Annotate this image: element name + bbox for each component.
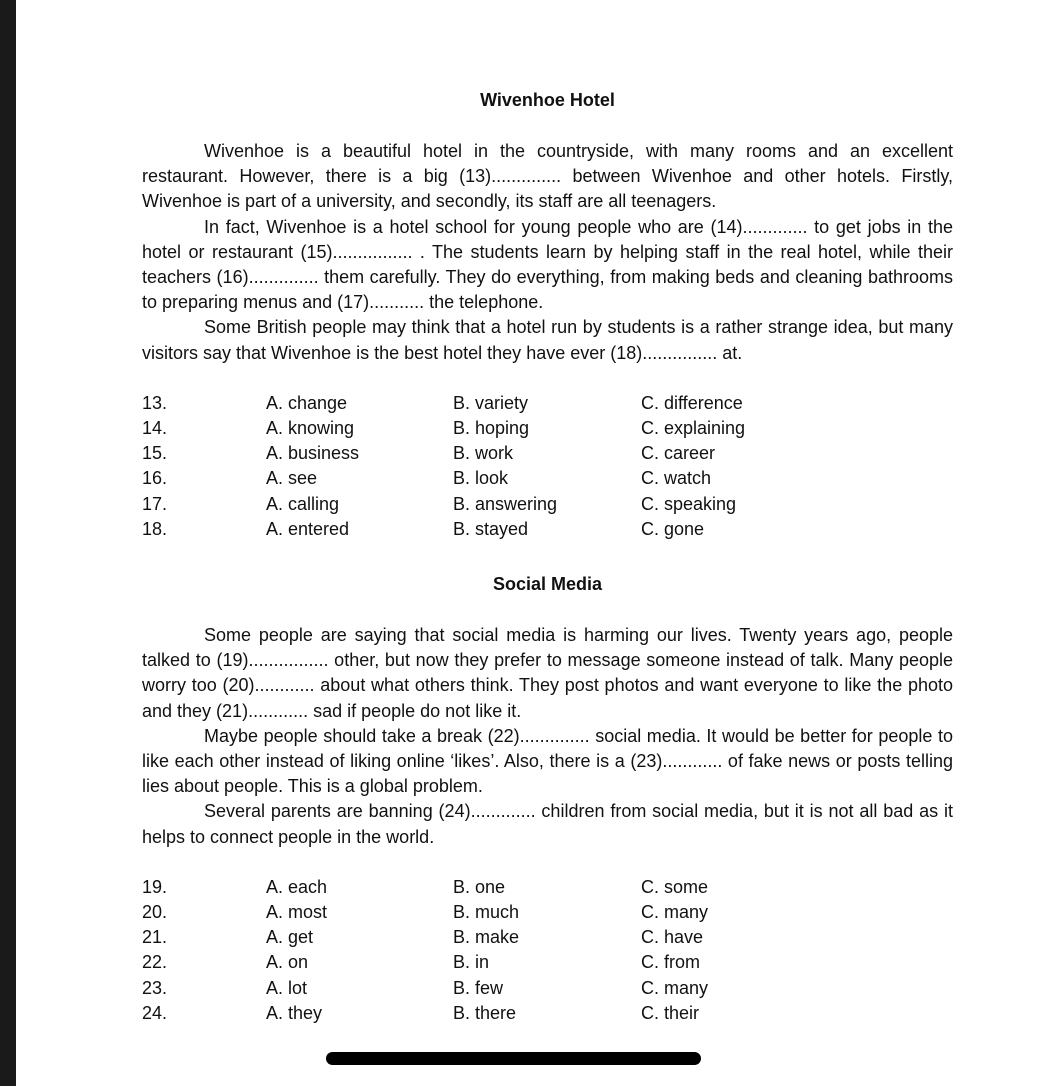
option-b: B. one xyxy=(453,876,506,897)
paragraph: Some people are saying that social media is harming our lives. Twenty years ago, people talked to (19)................ other, but now they prefer to message someone instead of talk. Many people worry too (20)............ about what others think. They post photos and want everyone to like the photo and they (21)............ sad if people do not like it. xyxy=(142,624,953,721)
question-number: 19. xyxy=(142,876,168,897)
options-table xyxy=(142,875,953,1026)
question-row xyxy=(142,976,953,1001)
question-number: 13. xyxy=(142,392,168,413)
option-b: B. there xyxy=(453,1002,517,1023)
option-c: C. many xyxy=(641,901,709,922)
option-a: A. entered xyxy=(266,518,350,539)
option-b: B. much xyxy=(453,901,520,922)
section-social-media xyxy=(142,572,953,1026)
option-b: B. look xyxy=(453,468,509,489)
question-number: 17. xyxy=(142,493,168,514)
option-c: C. gone xyxy=(641,518,705,539)
question-number: 20. xyxy=(142,901,168,922)
question-row xyxy=(142,391,953,416)
option-a: A. business xyxy=(266,443,360,464)
question-row xyxy=(142,1001,953,1026)
option-c: C. watch xyxy=(641,468,712,489)
option-b: B. in xyxy=(453,952,490,973)
question-row xyxy=(142,950,953,975)
paragraph: In fact, Wivenhoe is a hotel school for young people who are (14)............. to get jobs in the hotel or restaurant (15)................ . The students learn by helping staff in the real hotel, while their teachers (16).............. them carefully. They do everything, from making beds and cleaning bathrooms to preparing menus and (17)........... the telephone. xyxy=(142,216,953,313)
question-number: 23. xyxy=(142,977,168,998)
section-wivenhoe-hotel xyxy=(142,88,953,542)
question-number: 22. xyxy=(142,952,168,973)
option-a: A. see xyxy=(266,468,318,489)
option-b: B. stayed xyxy=(453,518,529,539)
options-table xyxy=(142,391,953,542)
option-c: C. difference xyxy=(641,392,743,413)
section-title: Wivenhoe Hotel xyxy=(480,90,615,110)
option-a: A. lot xyxy=(266,977,308,998)
question-row xyxy=(142,925,953,950)
option-b: B. work xyxy=(453,443,514,464)
question-row xyxy=(142,875,953,900)
option-c: C. career xyxy=(641,443,716,464)
option-a: A. calling xyxy=(266,493,340,514)
paragraph: Maybe people should take a break (22).............. social media. It would be better for people to like each other instead of liking online ‘likes’. Also, there is a (23)............ of fake news or posts telling lies about people. This is a global problem. xyxy=(142,725,953,797)
option-b: B. variety xyxy=(453,392,529,413)
option-b: B. answering xyxy=(453,493,558,514)
option-a: A. change xyxy=(266,392,348,413)
question-row xyxy=(142,492,953,517)
option-b: B. make xyxy=(453,927,520,948)
option-c: C. from xyxy=(641,952,701,973)
question-number: 16. xyxy=(142,468,168,489)
paragraph: Wivenhoe is a beautiful hotel in the countryside, with many rooms and an excellent restaurant. However, there is a big (13).............. between Wivenhoe and other hotels. Firstly, Wivenhoe is part of a university, and secondly, its staff are all teenagers. xyxy=(142,141,953,212)
question-number: 24. xyxy=(142,1002,168,1023)
question-row xyxy=(142,416,953,441)
question-number: 14. xyxy=(142,418,168,439)
option-c: C. speaking xyxy=(641,493,737,514)
option-c: C. many xyxy=(641,977,709,998)
option-c: C. their xyxy=(641,1002,700,1023)
question-row xyxy=(142,466,953,491)
paragraph: Some British people may think that a hotel run by students is a rather strange idea, but many visitors say that Wivenhoe is the best hotel they have ever (18)............... at. xyxy=(142,317,953,363)
home-indicator-bar[interactable] xyxy=(326,1052,701,1065)
question-row xyxy=(142,900,953,925)
option-b: B. hoping xyxy=(453,418,530,439)
question-number: 21. xyxy=(142,927,168,948)
left-edge-bar xyxy=(0,0,16,1086)
question-number: 18. xyxy=(142,518,168,539)
option-c: C. some xyxy=(641,876,709,897)
paragraph: Several parents are banning (24)............. children from social media, but it is not all bad as it helps to connect people in the world. xyxy=(142,801,953,847)
option-b: B. few xyxy=(453,977,504,998)
section-title: Social Media xyxy=(492,573,603,594)
option-a: A. most xyxy=(266,901,328,922)
document-page xyxy=(142,88,953,1026)
question-row xyxy=(142,517,953,542)
option-a: A. knowing xyxy=(266,418,355,439)
option-c: C. explaining xyxy=(641,418,746,439)
option-a: A. get xyxy=(266,927,314,948)
option-a: A. they xyxy=(266,1002,323,1023)
option-a: A. on xyxy=(266,952,309,973)
question-number: 15. xyxy=(142,443,168,464)
question-row xyxy=(142,441,953,466)
option-c: C. have xyxy=(641,927,704,948)
option-a: A. each xyxy=(266,876,328,897)
